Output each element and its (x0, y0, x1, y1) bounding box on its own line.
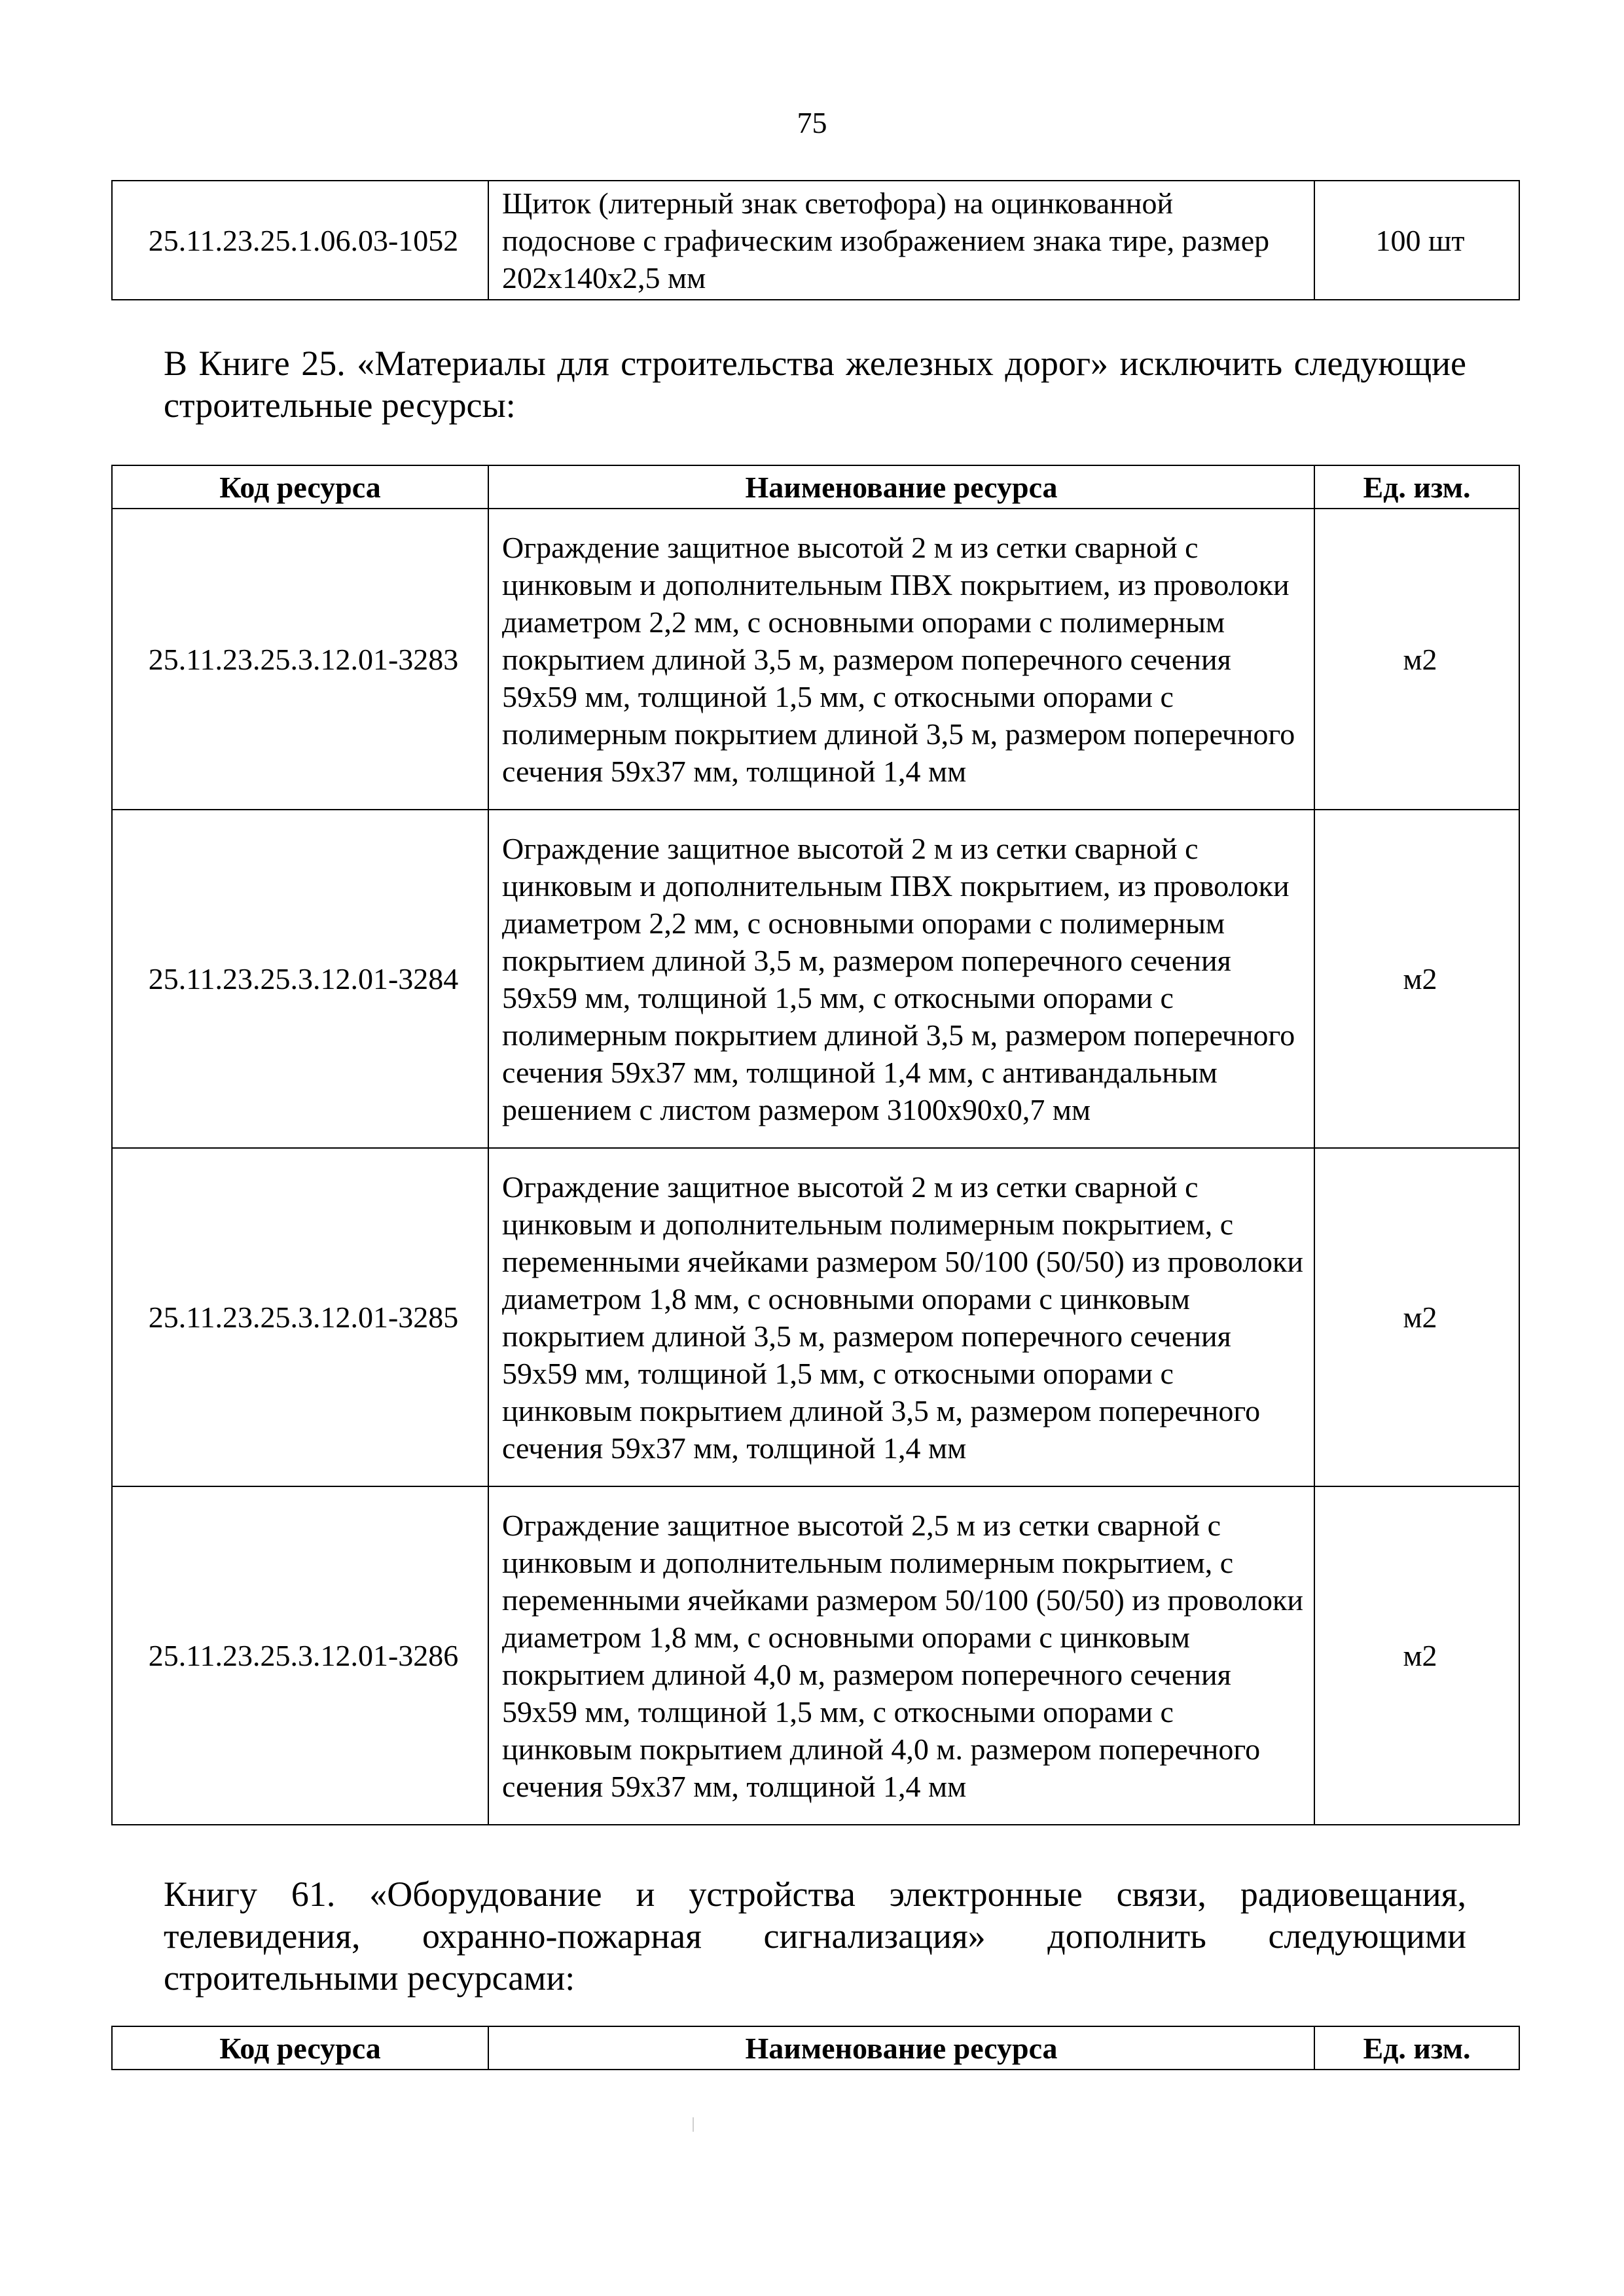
paragraph-add-book-61: Книгу 61. «Оборудование и устройства электронные связи, радиовещания, телевидения, охранно-пожарная сигнализация» дополнить следующими строительными ресурсами: (164, 1874, 1466, 1998)
table-row (112, 181, 1519, 300)
resource-unit: 100 шт (1314, 181, 1519, 300)
resource-unit: м2 (1314, 810, 1519, 1148)
excluded-resources-table (111, 465, 1520, 1825)
paragraph-exclude-book-25: В Книге 25. «Материалы для строительства железных дорог» исключить следующие строительные ресурсы: (164, 344, 1466, 425)
header-unit: Ед. изм. (1314, 2026, 1519, 2070)
resource-name: Ограждение защитное высотой 2 м из сетки сварной с цинковым и дополнительным ПВХ покрытием, из проволоки диаметром 2,2 мм, с основными опорами с полимерным покрытием длиной 3,5 м, размером поперечного сечения 59х59 мм, толщиной 1,5 мм, с откосными опорами с полимерным покрытием длиной 3,5 м, размером поперечного сечения 59х37 мм, толщиной 1,4 мм (488, 509, 1314, 810)
resource-name: Ограждение защитное высотой 2,5 м из сетки сварной с цинковым и дополнительным полимерным покрытием, с переменными ячейками размером 50/100 (50/50) из проволоки диаметром 1,8 мм, с основными опорами с цинковым покрытием длиной 4,0 м, размером поперечного сечения 59х59 мм, толщиной 1,5 мм, с откосными опорами с цинковым покрытием длиной 4,0 м. размером поперечного сечения 59х37 мм, толщиной 1,4 мм (488, 1486, 1314, 1825)
page-number: 75 (797, 106, 827, 139)
header-name: Наименование ресурса (488, 2026, 1314, 2070)
resource-unit: м2 (1314, 1148, 1519, 1486)
resource-code: 25.11.23.25.3.12.01-3286 (112, 1486, 488, 1825)
continued-resource-table (111, 180, 1520, 300)
table-row (112, 810, 1519, 1148)
resource-name: Щиток (литерный знак светофора) на оцинкованной подоснове с графическим изображением знака тире, размер 202х140х2,5 мм (488, 181, 1314, 300)
resource-unit: м2 (1314, 1486, 1519, 1825)
scan-mark (693, 2117, 694, 2132)
table-row (112, 1486, 1519, 1825)
table-row (112, 1148, 1519, 1486)
header-name: Наименование ресурса (488, 465, 1314, 509)
resource-code: 25.11.23.25.3.12.01-3284 (112, 810, 488, 1148)
added-resources-table (111, 2026, 1520, 2070)
resource-unit: м2 (1314, 509, 1519, 810)
table-row (112, 509, 1519, 810)
resource-name: Ограждение защитное высотой 2 м из сетки сварной с цинковым и дополнительным ПВХ покрытием, из проволоки диаметром 2,2 мм, с основными опорами с полимерным покрытием длиной 3,5 м, размером поперечного сечения 59х59 мм, толщиной 1,5 мм, с откосными опорами с полимерным покрытием длиной 3,5 м, размером поперечного сечения 59х37 мм, толщиной 1,4 мм, с антивандальным решением с листом размером 3100х90х0,7 мм (488, 810, 1314, 1148)
resource-code: 25.11.23.25.1.06.03-1052 (112, 181, 488, 300)
header-unit: Ед. изм. (1314, 465, 1519, 509)
header-code: Код ресурса (112, 465, 488, 509)
resource-name: Ограждение защитное высотой 2 м из сетки сварной с цинковым и дополнительным полимерным покрытием, с переменными ячейками размером 50/100 (50/50) из проволоки диаметром 1,8 мм, с основными опорами с цинковым покрытием длиной 3,5 м, размером поперечного сечения 59х59 мм, толщиной 1,5 мм, с откосными опорами с цинковым покрытием длиной 3,5 м, размером поперечного сечения 59х37 мм, толщиной 1,4 мм (488, 1148, 1314, 1486)
resource-code: 25.11.23.25.3.12.01-3283 (112, 509, 488, 810)
table-header-row (112, 2026, 1519, 2070)
header-code: Код ресурса (112, 2026, 488, 2070)
resource-code: 25.11.23.25.3.12.01-3285 (112, 1148, 488, 1486)
table-header-row (112, 465, 1519, 509)
